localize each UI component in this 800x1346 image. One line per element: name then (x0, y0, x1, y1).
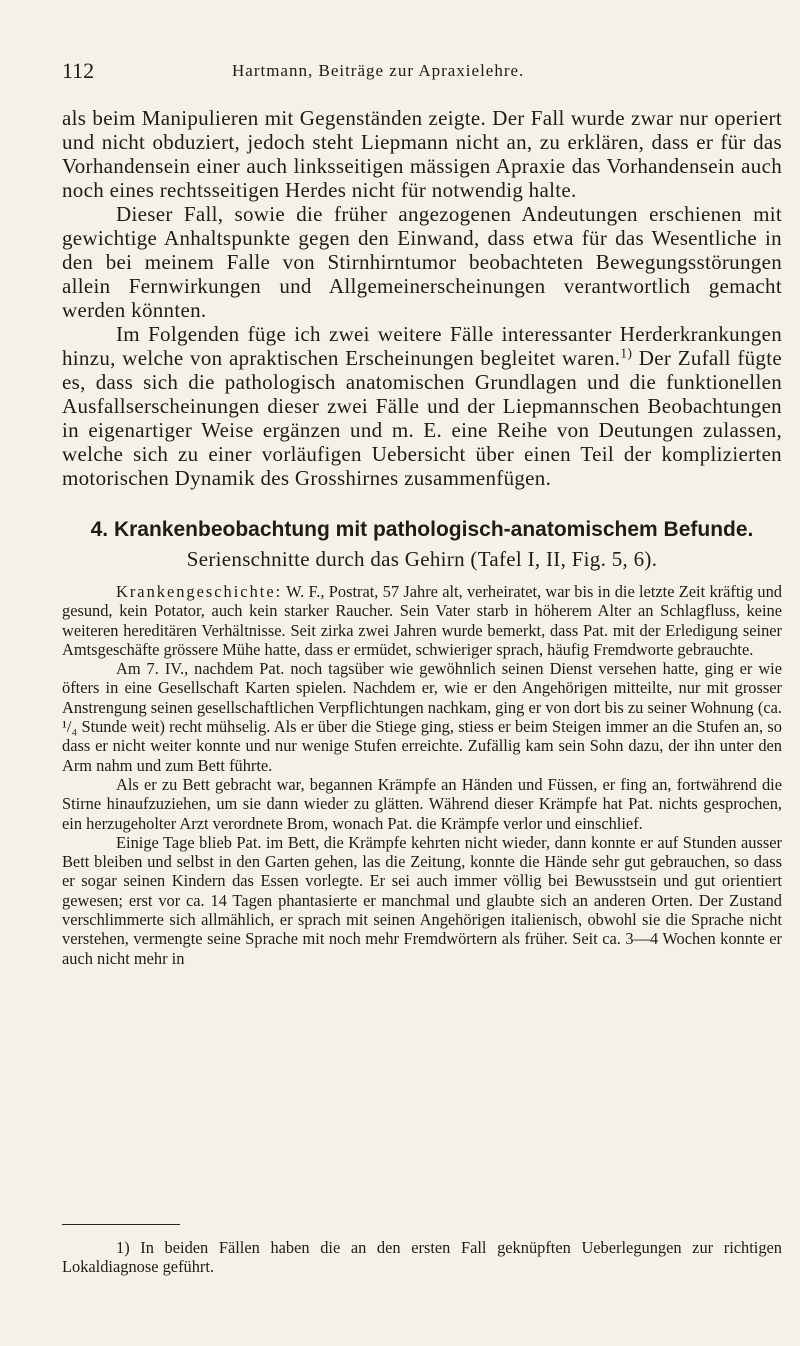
footnote-marker: 1) (116, 1238, 130, 1257)
footnote (62, 1238, 782, 1277)
case-paragraph-1-text: W. F., Postrat, 57 Jahre alt, verheiratet, war bis in die letzte Zeit kräftig und gesund, kein Potator, auch kein starker Raucher. Sein Vater starb in höherem Alter an Schlagfluss, keine weiteren hereditären Verhältnisse. Seit zirka zwei Jahren wurde bemerkt, dass Pat. mit der Erledigung seiner Amtsgeschäfte grössere Mühe hatte, dass er ermüdet, schwieriger sprach, häufig Fremdworte gebrauchte. (62, 582, 782, 659)
page-header (62, 58, 776, 88)
section-heading: 4. Krankenbeobachtung mit pathologisch-anatomischem Befunde. (90, 518, 754, 541)
running-head: Hartmann, Beiträge zur Apraxielehre. (232, 61, 525, 80)
case-paragraph-3: Als er zu Bett gebracht war, begannen Krämpfe an Händen und Füssen, er fing an, fortwährend die Stirne hinaufzuziehen, um sie dann wieder zu glätten. Während dieser Krämpfe hat Pat. nichts gesprochen, ein herzugeholter Arzt verordnete Brom, wonach Pat. die Krämpfe verlor und einschlief. (62, 774, 782, 833)
page-number: 112 (62, 58, 95, 83)
footnote-reference: 1) (620, 345, 633, 361)
case-paragraph-1 (62, 582, 782, 659)
case-paragraph-4: Einige Tage blieb Pat. im Bett, die Krämpfe kehrten nicht wieder, dann konnte er auf Stunden ausser Bett bleiben und selbst in den Garten gehen, las die Zeitung, konnte die Hände sehr gut gebrauchen, so dass er sogar seinen Kindern das Essen vorlegte. Er sei auch immer völlig bei Bewusstsein und gut orientiert gewesen; erst vor ca. 14 Tagen phantasierte er manchmal und glaubte sich an anderen Orten. Der Zustand verschlimmerte sich allmählich, er sprach mit seinen Angehörigen italienisch, obwohl sie die Sprache nicht verstehen, vermengte seine Sprache mit noch mehr Fremdwörtern als früher. Seit ca. 3—4 Wochen konnte er auch nicht mehr in (62, 832, 782, 968)
footnote-text: In beiden Fällen haben die an den ersten Fall geknüpften Ueberlegungen zur richtigen Lokaldiagnose geführt. (62, 1238, 782, 1277)
paragraph-3-text-a: Im Folgenden füge ich zwei weitere Fälle interessanter Herderkrankungen hinzu, welche von apraktischen Erscheinungen begleitet waren. (62, 322, 782, 370)
paragraph-1: als beim Manipulieren mit Gegenständen zeigte. Der Fall wurde zwar nur operiert und nicht obduziert, jedoch steht Liepmann nicht an, zu erklären, dass er für das Vorhandensein einer auch linksseitigen mässigen Apraxie das Vorhandensein auch noch eines rechtsseitigen Herdes nicht für notwendig halte. (62, 106, 782, 202)
main-text (62, 106, 782, 968)
paragraph-3-text-b: Der Zufall fügte es, dass sich die pathologisch anatomischen Grundlagen und die funktionellen Ausfallserscheinungen dieser zwei Fälle und der Liepmannschen Beobachtungen in eigenartiger Weise ergänzen und m. E. eine Reihe von Deutungen zulassen, welche sich zu einer vorläufigen Uebersicht über einen Teil der komplizierten motorischen Dynamik des Grosshirnes zusammenfügen. (62, 346, 782, 490)
case-history-label: Krankengeschichte: (116, 582, 283, 601)
footnote-divider (62, 1224, 180, 1225)
paragraph-3 (62, 322, 782, 490)
section-subheading: Serienschnitte durch das Gehirn (Tafel I, II, Fig. 5, 6). (186, 547, 658, 571)
paragraph-2: Dieser Fall, sowie die früher angezogenen Andeutungen erschienen mit gewichtige Anhaltspunkte gegen den Einwand, dass etwa für das Wesentliche in den bei meinem Falle von Stirnhirntumor beobachteten Bewegungsstörungen allein Fernwirkungen und Allgemeinerscheinungen verantwortlich gemacht werden könnten. (62, 202, 782, 322)
case-paragraph-2: Am 7. IV., nachdem Pat. noch tagsüber wie gewöhnlich seinen Dienst versehen hatte, ging er wie öfters in eine Gesellschaft Karten spielen. Nachdem er, wie er den Angehörigen mitteilte, nur mit grosser Anstrengung seinen gesellschaftlichen Verpflichtungen nachkam, ging er von dort bis zu seiner Wohnung (ca. ¹/₄ Stunde weit) recht mühselig. Als er über die Stiege ging, stiess er beim Steigen immer an die Stufen an, so dass er nicht weiter konnte und nur wenige Stufen erreichte. Zufällig kam sein Sohn dazu, der ihn unter den Arm nahm und zum Bett führte. (62, 659, 782, 775)
